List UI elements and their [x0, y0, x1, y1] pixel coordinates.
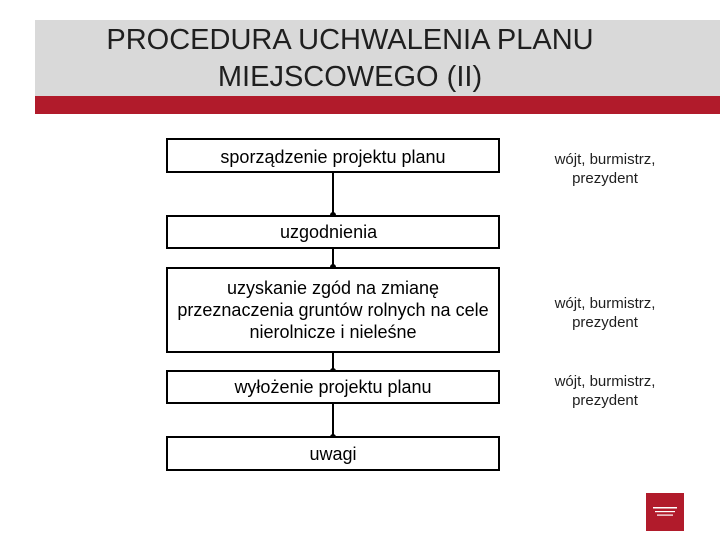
step-label-1: sporządzenie projektu planu [220, 147, 446, 167]
page-title [35, 22, 665, 96]
step-label-4: wyłożenie projektu planu [234, 377, 432, 397]
step-box-5 [166, 436, 500, 471]
step-label-2: uzgodnienia [280, 222, 378, 242]
page-title-line2: MIEJSCOWEGO (II) [217, 61, 483, 93]
step-note-1: wójt, burmistrz, prezydent [554, 151, 656, 187]
step-label-3: uzyskanie zgód na zmianę przeznaczenia gruntów rolnych na cele nierolnicze i nieleśne [177, 278, 489, 342]
step-note-4: wójt, burmistrz, prezydent [554, 373, 656, 409]
step-box-1 [166, 138, 500, 173]
university-logo-icon [646, 493, 684, 531]
page-title-line1: PROCEDURA UCHWALENIA PLANU [106, 24, 594, 56]
step-label-5: uwagi [309, 443, 357, 464]
step-note-3: wójt, burmistrz, prezydent [554, 295, 656, 331]
logo-mark-icon [652, 505, 678, 519]
step-box-4 [166, 370, 500, 404]
title-accent-rule [35, 96, 720, 114]
step-box-2 [166, 215, 500, 249]
step-box-3 [166, 267, 500, 353]
connector-4-5 [332, 402, 334, 438]
connector-1-2 [332, 171, 334, 217]
